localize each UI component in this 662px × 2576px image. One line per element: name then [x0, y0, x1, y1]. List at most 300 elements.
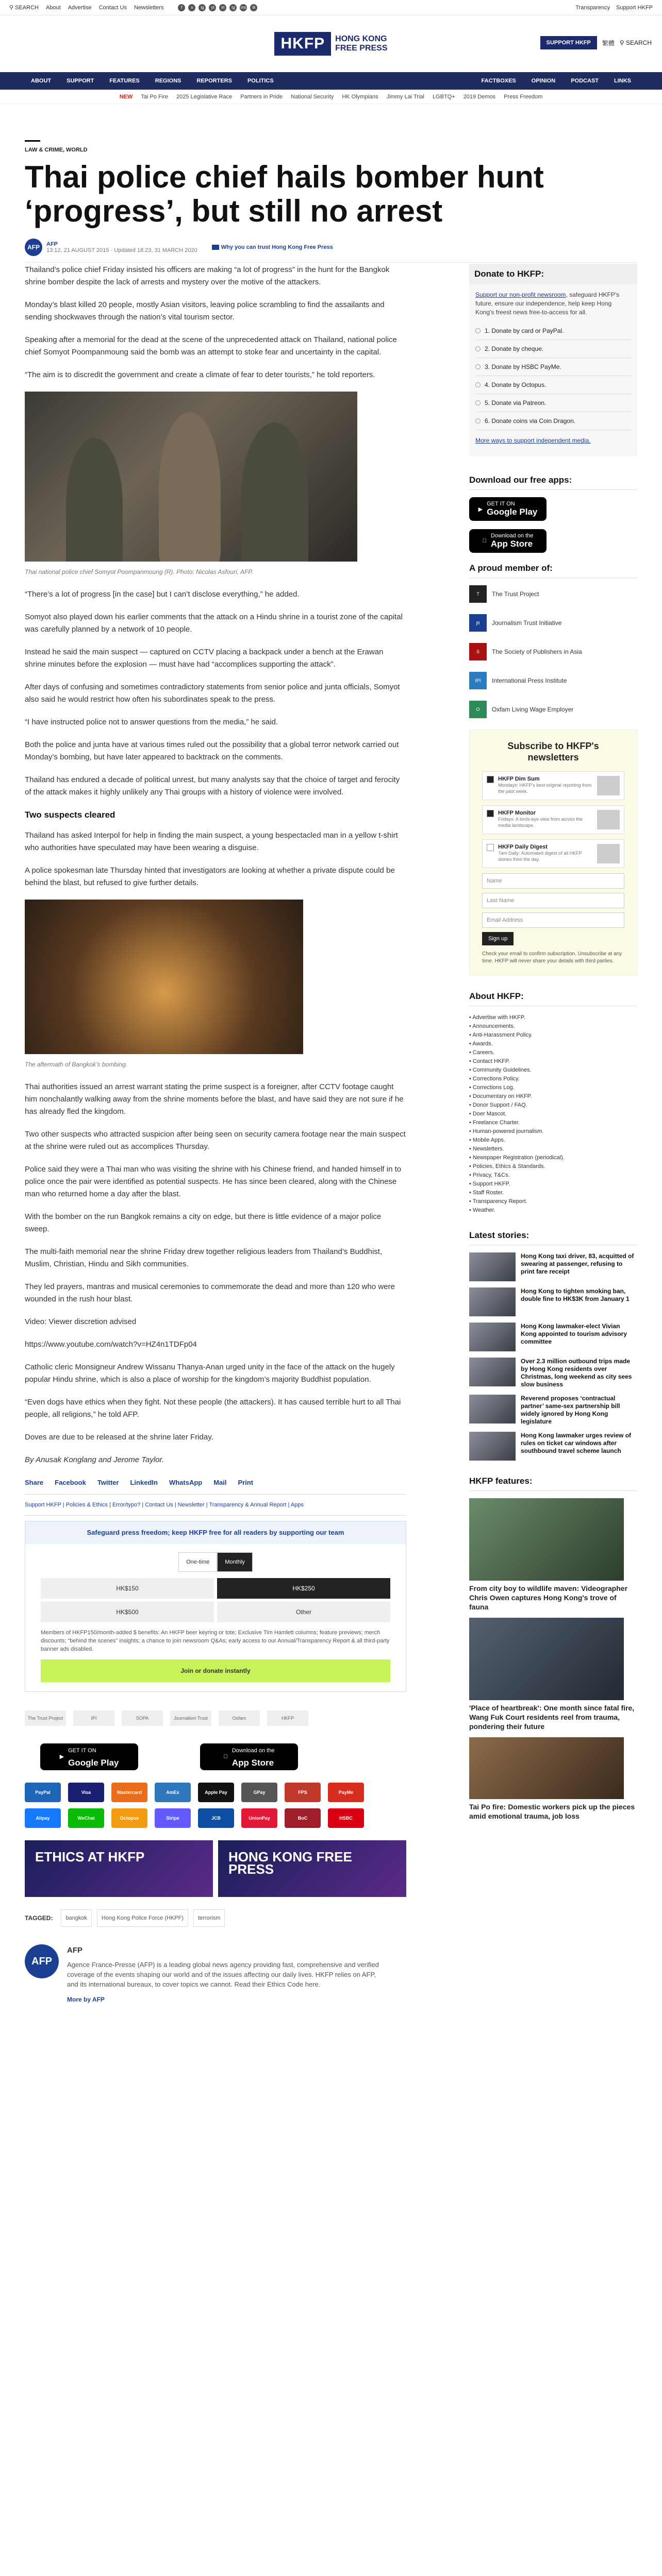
member-logo[interactable]: [469, 585, 637, 603]
payment-logo[interactable]: Alipay: [25, 1808, 61, 1828]
byline: [25, 239, 637, 256]
payment-logo[interactable]: PayPal: [25, 1783, 61, 1802]
checkbox-checked-icon[interactable]: [487, 776, 494, 783]
about-link[interactable]: • Support HKFP.: [469, 1181, 510, 1187]
latest-story[interactable]: [469, 1395, 637, 1426]
newsletter-option[interactable]: [482, 839, 624, 868]
payment-logo[interactable]: Stripe: [155, 1808, 191, 1828]
frequency-toggle: [41, 1552, 390, 1572]
utility-link-advertise[interactable]: Advertise: [68, 4, 92, 11]
partner-logo[interactable]: IPI: [73, 1710, 114, 1726]
partner-logo[interactable]: SOPA: [122, 1710, 163, 1726]
payment-logo[interactable]: Visa: [68, 1783, 104, 1802]
social-icons: [178, 4, 257, 11]
tiktok-icon[interactable]: tk: [250, 4, 257, 11]
member-logo[interactable]: [469, 643, 637, 660]
about-link[interactable]: • Awards.: [469, 1041, 493, 1047]
app-download-row: [40, 1743, 406, 1770]
donate-option[interactable]: [475, 358, 631, 376]
facebook-icon[interactable]: f: [178, 4, 185, 11]
about-link[interactable]: • Anti-Harassment Policy.: [469, 1032, 533, 1038]
member-benefits: Members of HKFP150/month-added $ benefits: An HKFP beer keyring or tote; Exclusive Tim Hamlett columns; feature previews; merch discounts; “behind the scenes” insights; a chance to join newsroom Q&As; early access to our Annual/Transparency Report & all third-party banner ads disabled.: [41, 1630, 390, 1652]
member-name: International Press Institute: [492, 677, 567, 684]
trending-link[interactable]: Partners in Pride: [240, 93, 283, 100]
support-hkfp-button[interactable]: SUPPORT HKFP: [540, 36, 597, 49]
ethics-banner[interactable]: ETHICS AT HKFP: [25, 1840, 213, 1897]
paragraph: “The aim is to discredit the government and create a climate of fear to deter tourists,” he told reporters.: [25, 370, 375, 379]
trending-link[interactable]: HK Olympians: [342, 93, 378, 100]
story-thumb: [469, 1358, 516, 1386]
story-thumb: [469, 1252, 516, 1281]
about-link[interactable]: • Careers.: [469, 1049, 495, 1056]
header-search-label: SEARCH: [625, 39, 652, 46]
tags-label: TAGGED:: [25, 1914, 53, 1922]
author-avatar-large[interactable]: AFP: [25, 1944, 59, 1978]
nav-reporters[interactable]: REPORTERS: [196, 78, 232, 84]
story-thumb: [469, 1395, 516, 1423]
member-name: Oxfam Living Wage Employer: [492, 706, 574, 713]
paragraph: “I have instructed police not to answer questions from the media,” he said.: [25, 718, 278, 726]
about-link[interactable]: • Freelance Charter.: [469, 1120, 520, 1126]
signup-button[interactable]: Sign up: [482, 932, 514, 945]
linkedin-icon[interactable]: in: [219, 4, 226, 11]
newsletter-name: HKFP Monitor: [498, 810, 536, 816]
mastodon-icon[interactable]: ms: [240, 4, 247, 11]
subheading: Two suspects cleared: [25, 810, 115, 820]
nav-about[interactable]: ABOUT: [31, 78, 52, 84]
share-facebook[interactable]: Facebook: [55, 1479, 86, 1486]
partner-logo[interactable]: HKFP: [267, 1710, 308, 1726]
trust-label: Why you can trust Hong Kong Free Press: [221, 244, 333, 250]
paragraph: Instead he said the main suspect — captured on CCTV placing a backpack under a bench at the Erawan shrine minutes before the explosion — must have had “accomplices supporting the attack”.: [25, 648, 384, 669]
newsletter-desc: Mondays: HKFP's best original reporting from the past week.: [498, 783, 592, 794]
search-link[interactable]: ⚲ SEARCH: [9, 5, 39, 11]
newsletter-option[interactable]: [482, 771, 624, 800]
ipi-icon: IPI: [469, 672, 487, 689]
latest-story[interactable]: [469, 1323, 637, 1351]
story-headline: Hong Kong to tighten smoking ban, double fine to HK$3K from January 1: [521, 1287, 630, 1302]
author-avatar[interactable]: AFP: [25, 239, 42, 256]
top-utility-bar: [0, 0, 662, 15]
trending-link[interactable]: Tai Po Fire: [141, 93, 168, 100]
about-link[interactable]: • Corrections Log.: [469, 1084, 515, 1091]
partner-logos: [25, 1710, 406, 1726]
tags-row: [25, 1909, 406, 1927]
utility-right: [575, 5, 653, 11]
google-play-small: GET IT ON: [487, 501, 515, 507]
feature-thumb: [469, 1618, 624, 1700]
transparency-link[interactable]: Transparency: [575, 4, 610, 11]
donate-option-label: 3. Donate by HSBC PayMe.: [485, 363, 561, 370]
join-button[interactable]: Join or donate instantly: [41, 1659, 390, 1682]
radio-icon: [475, 364, 481, 369]
paragraph: With the bomber on the run Bangkok remains a city on edge, but there is little evidence of a major police sweep.: [25, 1212, 382, 1233]
sidebar-features: [469, 1476, 637, 1821]
trending-link[interactable]: Jimmy Lai Trial: [386, 93, 424, 100]
trending-bar: [0, 90, 662, 104]
support-newsroom-link[interactable]: Support our non-profit newsroom: [475, 291, 566, 298]
apple-icon: [483, 538, 487, 544]
first-name-field[interactable]: Name: [482, 873, 624, 889]
trust-icon: [212, 245, 219, 250]
header-actions: [540, 36, 652, 49]
story-thumb: [469, 1323, 516, 1351]
author-bio: Agence France-Presse (AFP) is a leading global news agency providing fast, comprehensive and verified coverage of the events shaping our world and of the issues affecting our daily lives. HKFP relies on AFP, and its international bureaux, to cover topics we cannot. Read their Ethics Code here.: [67, 1961, 379, 1988]
trust-link[interactable]: [212, 244, 333, 250]
sidebar-about-title: About HKFP:: [469, 991, 637, 1006]
story-thumb: [469, 1287, 516, 1316]
radio-icon: [475, 418, 481, 423]
about-link[interactable]: • Weather.: [469, 1207, 495, 1213]
story-headline: Hong Kong lawmaker urges review of rules on ticket car windows after southbound travel scheme launch: [521, 1432, 632, 1454]
tag-link[interactable]: Hong Kong Police Force (HKPF): [97, 1909, 188, 1927]
latest-story[interactable]: [469, 1287, 637, 1316]
google-play-text: [68, 1744, 119, 1769]
paragraph: “There’s a lot of progress [in the case] but I can’t disclose everything,” he added.: [25, 590, 300, 599]
tag-link[interactable]: bangkok: [61, 1909, 92, 1927]
paragraph: Thai authorities issued an arrest warrant stating the prime suspect is a foreigner, after CCTV footage caught him nonchalantly walking away from the shrine moments before the blast, and have said they are not sure if he has already fled the kingdom.: [25, 1082, 404, 1116]
sidebar-members-title: A proud member of:: [469, 563, 637, 578]
paragraph: Speaking after a memorial for the dead at the scene of the unprecedented attack on Thailand, national police chief Somyot Poompanmoung said the bomb was an attempt to stoke fear and uncertainty in the capital.: [25, 335, 397, 357]
video-note: Video: Viewer discretion advised: [25, 1317, 137, 1326]
logo-line1: HONG KONG: [335, 35, 387, 43]
nav-factboxes[interactable]: FACTBOXES: [481, 78, 516, 84]
latest-story[interactable]: [469, 1432, 637, 1461]
paragraph: Both the police and junta have at various times ruled out the possibility that a global terror network carried out Monday’s bombing, but have later appeared to backtrack on the comments.: [25, 740, 399, 761]
feature-headline: Tai Po fire: Domestic workers pick up the pieces amid emotional trauma, job loss: [469, 1803, 635, 1820]
checkbox-checked-icon[interactable]: [487, 810, 494, 817]
about-link[interactable]: • Doer Mascot.: [469, 1111, 507, 1117]
app-store-name: App Store: [229, 1758, 272, 1768]
byline-meta: AFP 13:12, 21 AUGUST 2015 · Updated 18:23, 31 MARCH 2020: [46, 241, 197, 253]
newsletter-option[interactable]: [482, 805, 624, 834]
about-link[interactable]: • Human-powered journalism.: [469, 1128, 544, 1134]
member-name: Journalism Trust Initiative: [492, 619, 562, 626]
donate-option[interactable]: [475, 322, 631, 340]
paragraph: Doves are due to be released at the shrine later Friday.: [25, 1433, 213, 1442]
trending-link[interactable]: LGBTQ+: [432, 93, 455, 100]
app-store-small: Download on the: [229, 1748, 273, 1754]
article-body: [25, 264, 406, 2006]
language-link[interactable]: 繁體: [602, 39, 615, 47]
story-thumb: [469, 1432, 516, 1461]
newsletter-signup: [469, 730, 637, 976]
last-name-field[interactable]: Last Name: [482, 893, 624, 908]
trust-project-icon: T: [469, 585, 487, 603]
about-link[interactable]: • Policies, Ethics & Standards.: [469, 1163, 545, 1170]
oxfam-icon: O: [469, 701, 487, 718]
sidebar-donate-text: [475, 291, 631, 317]
about-links: [469, 1013, 637, 1215]
donate-option-label: 4. Donate by Octopus.: [485, 381, 547, 388]
story-headline: Hong Kong lawmaker-elect Vivian Kong appointed to tourism advisory committee: [521, 1323, 627, 1345]
feature-story[interactable]: [469, 1498, 637, 1612]
paragraph: Monday’s blast killed 20 people, mostly Asian visitors, leaving police scrambling to find the assailants and sending shockwaves through the nation’s vital tourism sector.: [25, 300, 385, 321]
about-link[interactable]: • Staff Roster.: [469, 1190, 504, 1196]
donate-widget: [25, 1521, 406, 1692]
about-link[interactable]: • Privacy, T&Cs.: [469, 1172, 510, 1178]
sidebar-apps: [469, 475, 637, 553]
main-nav: [0, 72, 662, 90]
paragraph: A police spokesman late Thursday hinted that investigators are looking at whether a private dispute could be behind the blast, but refused to give further details.: [25, 866, 395, 887]
donate-option-label: 1. Donate by card or PayPal.: [485, 327, 564, 334]
payment-logo[interactable]: WeChat: [68, 1808, 104, 1828]
payment-logo[interactable]: PayMe: [328, 1783, 364, 1802]
share-twitter[interactable]: Twitter: [97, 1479, 119, 1486]
logo-wordmark: [335, 35, 387, 53]
kicker-bar: [25, 140, 40, 142]
radio-icon: [475, 382, 481, 387]
sidebar: [469, 264, 637, 1827]
payment-logo[interactable]: Octopus: [111, 1808, 147, 1828]
radio-icon: [475, 328, 481, 333]
sidebar-donate-copy: , safeguard HKFP's future, ensure our independence, help keep Hong Kong's freest news free-to-access for all.: [475, 291, 620, 316]
about-link[interactable]: • Community Guidelines.: [469, 1067, 532, 1073]
story-headline: Hong Kong taxi driver, 83, acquitted of swearing at passenger, refusing to print fare receipt: [521, 1252, 634, 1275]
video-link[interactable]: https://www.youtube.com/watch?v=HZ4n1TDFp04: [25, 1340, 197, 1349]
sidebar-app-store[interactable]: [469, 529, 547, 553]
newsletter-name: HKFP Daily Digest: [498, 844, 548, 850]
hkfp-banner[interactable]: HONG KONG FREE PRESS: [218, 1840, 406, 1897]
tag-link[interactable]: terrorism: [193, 1909, 225, 1927]
article-photo-aftermath: [25, 900, 303, 1054]
newsletter-name: HKFP Dim Sum: [498, 776, 540, 782]
amount-options: [41, 1578, 390, 1622]
payment-logo[interactable]: UnionPay: [241, 1808, 277, 1828]
sidebar-features-title: HKFP features:: [469, 1476, 637, 1491]
trending-link[interactable]: 2019 Demos: [463, 93, 496, 100]
checkbox-icon[interactable]: [487, 844, 494, 851]
radio-icon: [475, 400, 481, 405]
about-link[interactable]: • Mobile Apps.: [469, 1137, 505, 1143]
logo-line2: FREE PRESS: [335, 44, 388, 53]
feature-headline: 'Place of heartbreak': One month since fatal fire, Wang Fuk Court residents reel from trauma, pondering their future: [469, 1704, 635, 1731]
photo-caption: Thai national police chief Somyot Poompanmoung (R). Photo: Nicolas Asfouri, AFP.: [25, 568, 254, 575]
share-linkedin[interactable]: LinkedIn: [130, 1479, 158, 1486]
byline-date: 13:12, 21 AUGUST 2015: [46, 247, 109, 253]
donate-option[interactable]: [475, 394, 631, 412]
newsletter-desc: 7am Daily: Automated digest of all HKFP stories from the day.: [498, 851, 582, 862]
play-icon: ▶: [478, 506, 483, 513]
share-print[interactable]: Print: [238, 1479, 254, 1486]
google-play-text: [487, 501, 537, 517]
latest-story[interactable]: [469, 1252, 637, 1281]
photo-caption: The aftermath of Bangkok’s bombing.: [25, 1061, 128, 1068]
newsletter-fineprint: Check your email to confirm subscription. Unsubscribe at any time. HKFP will never share your details with third parties.: [482, 951, 622, 964]
more-ways-wrap: [475, 436, 631, 445]
story-headline: Over 2.3 million outbound trips made by Hong Kong residents over Christmas, long weekend as city sees slow business: [521, 1358, 632, 1388]
more-ways-link[interactable]: More ways to support independent media.: [475, 437, 591, 444]
google-play-small: GET IT ON: [68, 1748, 96, 1754]
amount-option[interactable]: Other: [217, 1602, 390, 1622]
paragraph: Somyot also played down his earlier comments that the attack on a Hindu shrine in a tourist zone of the capital was carefully planned by a network of 10 people.: [25, 613, 403, 634]
amount-option[interactable]: HK$150: [41, 1578, 214, 1599]
logo-mark: HKFP: [274, 32, 331, 56]
donate-option-label: 5. Donate via Patreon.: [485, 399, 547, 406]
utility-link-newsletters[interactable]: Newsletters: [134, 4, 164, 11]
payment-logo[interactable]: AmEx: [155, 1783, 191, 1802]
article-photo-police-chief: [25, 392, 357, 562]
latest-story[interactable]: [469, 1358, 637, 1388]
payment-logo[interactable]: JCB: [198, 1808, 234, 1828]
nav-podcast[interactable]: PODCAST: [571, 78, 599, 84]
article-footer-links[interactable]: Support HKFP | Policies & Ethics | Error/typo? | Contact Us | Newsletter | Transparency & Annual Report | Apps: [25, 1494, 406, 1516]
app-store-small: Download on the: [488, 533, 532, 539]
byline-updated: Updated 18:23, 31 MARCH 2020: [114, 247, 197, 253]
sidebar-about: [469, 991, 637, 1215]
share-mail[interactable]: Mail: [213, 1479, 227, 1486]
share-bar: [25, 1477, 406, 1489]
utility-links: [46, 5, 164, 11]
donate-option[interactable]: [475, 376, 631, 394]
email-field[interactable]: Email Address: [482, 912, 624, 928]
nav-support[interactable]: SUPPORT: [67, 78, 94, 84]
author-credit: By Anusak Konglang and Jerome Taylor.: [25, 1455, 164, 1464]
sopa-icon: S: [469, 643, 487, 660]
about-link[interactable]: • Advertise with HKFP.: [469, 1014, 525, 1021]
member-name: The Society of Publishers in Asia: [492, 648, 582, 655]
newsletter-text: [498, 810, 593, 829]
paragraph: Catholic cleric Monsigneur Andrew Wissanu Thanya-Anan urged unity in the face of the attack on the hugely popular Hindu shrine, which is also a place of worship for the kingdom’s majority Buddhist population.: [25, 1363, 395, 1384]
search-label: SEARCH: [15, 5, 39, 11]
author-info: [67, 1944, 387, 2006]
google-play-name: Google Play: [487, 507, 538, 517]
paragraph: The multi-faith memorial near the shrine Friday drew together religious leaders from Thailand’s Buddhist, Muslim, Christian, Hindu and Sikh communities.: [25, 1247, 383, 1268]
sidebar-donate: [469, 264, 637, 456]
nav-features[interactable]: FEATURES: [109, 78, 140, 84]
newsletter-text: [498, 776, 593, 795]
apple-icon: [224, 1751, 228, 1763]
trending-link[interactable]: Press Freedom: [504, 93, 543, 100]
site-header: [0, 15, 662, 72]
utility-link-about[interactable]: About: [45, 4, 61, 11]
about-link[interactable]: • Donor Support / FAQ.: [469, 1102, 527, 1108]
app-store-text: [488, 533, 534, 549]
story-headline: Reverend proposes ‘contractual partner’ same-sex partnership bill widely ignored by Hong Kong legislature: [521, 1395, 620, 1425]
sidebar-members: [469, 563, 637, 718]
partner-logo[interactable]: The Trust Project: [25, 1710, 66, 1726]
jti-icon: jti: [469, 614, 487, 632]
divider: [25, 262, 637, 263]
telegram-icon[interactable]: tg: [229, 4, 237, 11]
sidebar-donate-title: Donate to HKFP:: [469, 264, 637, 284]
member-logo[interactable]: [469, 701, 637, 718]
instagram-icon[interactable]: ig: [198, 4, 206, 11]
feature-headline: From city boy to wildlife maven: Videographer Chris Owen captures Hong Kong's trove of fauna: [469, 1584, 628, 1611]
nav-opinion[interactable]: OPINION: [531, 78, 556, 84]
amount-option[interactable]: HK$250: [217, 1578, 390, 1599]
radio-icon: [475, 346, 481, 351]
nav-links[interactable]: LINKS: [614, 78, 631, 84]
paragraph: Thailand’s police chief Friday insisted his officers are making “a lot of progress” in the hunt for the Bangkok shrine bomber despite the lack of arrests and mystery over the motive of the attackers.: [25, 265, 390, 286]
amount-option[interactable]: HK$500: [41, 1602, 214, 1622]
new-badge: NEW: [119, 93, 133, 100]
sidebar-latest-title: Latest stories:: [469, 1230, 637, 1245]
article-category[interactable]: LAW & CRIME, WORLD: [25, 147, 88, 153]
newsletter-thumb: [597, 810, 620, 829]
partner-logo[interactable]: Journalism Trust: [170, 1710, 211, 1726]
donate-widget-body: [25, 1544, 406, 1691]
newsletter-title: Subscribe to HKFP's newsletters: [507, 741, 599, 762]
feature-story[interactable]: [469, 1737, 637, 1821]
trending-link[interactable]: National Security: [291, 93, 334, 100]
donate-option-label: 6. Donate coins via Coin Dragon.: [485, 417, 576, 425]
share-button[interactable]: Share: [25, 1479, 44, 1486]
payment-logo[interactable]: HSBC: [328, 1808, 364, 1828]
article-title: Thai police chief hails bomber hunt ‘progress’, but still no arrest: [25, 160, 544, 228]
google-play-name: Google Play: [68, 1758, 119, 1768]
member-logo[interactable]: [469, 672, 637, 689]
author-box: [25, 1944, 406, 2006]
payment-logo[interactable]: GPay: [241, 1783, 277, 1802]
main-content: [25, 140, 637, 2003]
youtube-icon[interactable]: yt: [209, 4, 216, 11]
paragraph: Police said they were a Thai man who was visiting the shrine with his Chinese friend, and handed himself in to police once the pair were identified as potential suspects. He has since been cleared, along with the Chinese man who returned home a day after the blast.: [25, 1165, 402, 1198]
donate-option[interactable]: [475, 412, 631, 430]
support-link[interactable]: Support HKFP: [616, 4, 653, 11]
payment-methods: [25, 1783, 406, 1828]
nav-politics[interactable]: POLITICS: [247, 78, 274, 84]
play-icon: ▶: [59, 1754, 64, 1760]
about-link[interactable]: • Corrections Policy.: [469, 1076, 520, 1082]
payment-logo[interactable]: Apple Pay: [198, 1783, 234, 1802]
feature-thumb: [469, 1737, 624, 1799]
feature-story[interactable]: [469, 1618, 637, 1731]
nav-regions[interactable]: REGIONS: [155, 78, 181, 84]
one-time-option[interactable]: One-time: [178, 1552, 217, 1572]
google-play-button[interactable]: [40, 1743, 138, 1770]
utility-link-contact[interactable]: Contact Us: [98, 4, 127, 11]
paragraph: They led prayers, mantras and musical ceremonies to commemorate the dead and more than 120 who were wounded in the rush hour blast.: [25, 1282, 395, 1303]
app-store-name: App Store: [488, 539, 531, 549]
about-link[interactable]: • Announcements.: [469, 1023, 515, 1029]
member-name: The Trust Project: [492, 590, 539, 598]
about-link[interactable]: • Newsletters.: [469, 1146, 504, 1152]
paragraph: Thailand has endured a decade of political unrest, but many analysts say that the choice of target and ferocity of the attack makes it highly unlikely any Thai groups with a history of violence were involved.: [25, 775, 400, 796]
app-store-button[interactable]: [200, 1743, 298, 1770]
sidebar-google-play[interactable]: [469, 497, 547, 521]
more-by-author-link[interactable]: More by AFP: [67, 1996, 105, 2003]
sidebar-apps-title: Download our free apps:: [469, 475, 637, 490]
site-logo[interactable]: [274, 32, 387, 56]
about-link[interactable]: • Contact HKFP.: [469, 1058, 510, 1064]
about-link[interactable]: • Transparency Report.: [469, 1198, 527, 1205]
trending-link[interactable]: 2025 Legislative Race: [176, 93, 233, 100]
feature-thumb: [469, 1498, 624, 1581]
monthly-option[interactable]: Monthly: [217, 1552, 253, 1572]
payment-logo[interactable]: Mastercard: [111, 1783, 147, 1802]
paragraph: Thailand has asked Interpol for help in finding the main suspect, a young bespectacled man in a yellow t-shirt who authorities have speculated may have been wearing a disguise.: [25, 831, 398, 852]
author-name[interactable]: AFP: [67, 1946, 82, 1955]
promo-banners: [25, 1840, 406, 1897]
app-store-text: [229, 1744, 275, 1769]
newsletter-desc: Fridays: A birds-eye view from across the media landscape.: [498, 817, 583, 828]
donate-option-label: 2. Donate by cheque.: [485, 345, 544, 352]
byline-author[interactable]: AFP: [46, 241, 58, 247]
x-icon[interactable]: x: [188, 4, 195, 11]
sidebar-latest: [469, 1230, 637, 1461]
paragraph: After days of confusing and sometimes contradictory statements from senior police and junta officials, Somyot also said he would restrict how often his subordinates speak to the press.: [25, 683, 400, 704]
payment-logo[interactable]: BoC: [285, 1808, 321, 1828]
about-link[interactable]: • Documentary on HKFP.: [469, 1093, 532, 1099]
member-logo[interactable]: [469, 614, 637, 632]
share-whatsapp[interactable]: WhatsApp: [169, 1479, 203, 1486]
payment-logo[interactable]: FPS: [285, 1783, 321, 1802]
header-search[interactable]: ⚲ SEARCH: [619, 39, 652, 46]
donate-option[interactable]: [475, 340, 631, 358]
partner-logo[interactable]: Oxfam: [219, 1710, 260, 1726]
about-link[interactable]: • Newspaper Registration (periodical).: [469, 1155, 565, 1161]
